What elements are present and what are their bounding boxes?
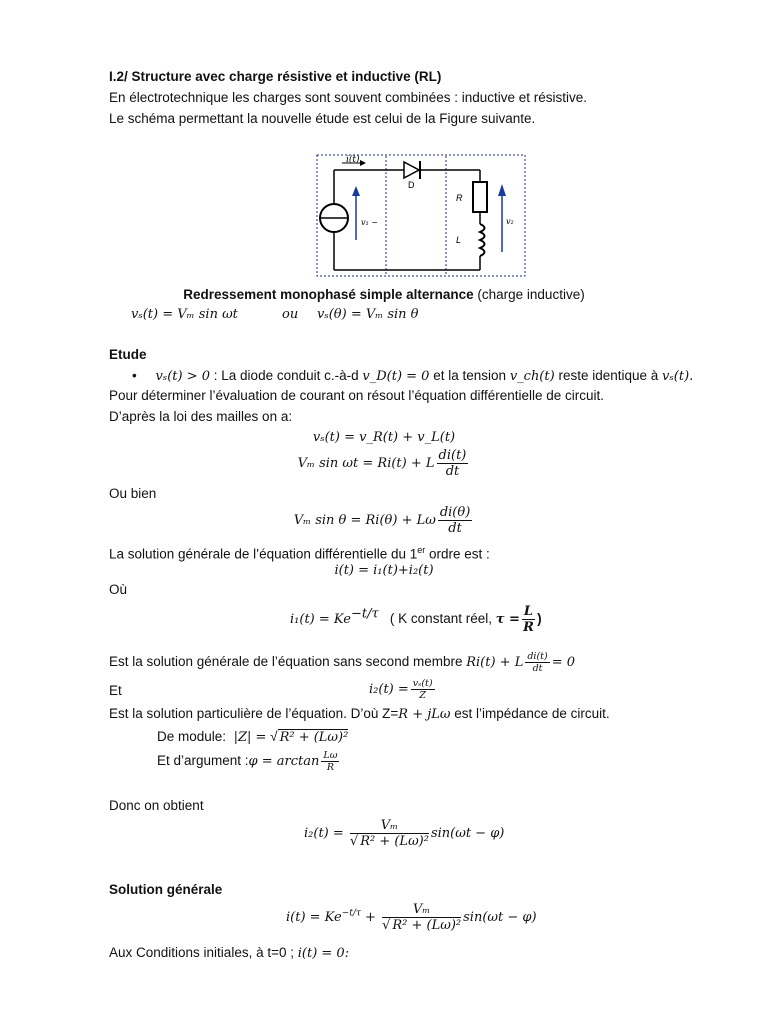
et-label: Et	[109, 683, 122, 698]
donc-label: Donc on obtient	[109, 798, 204, 813]
etude-title: Etude	[109, 347, 147, 362]
resistor-icon	[473, 182, 487, 212]
argument-line: Et d’argument :φ = arctan $\frac{L\omega}{R}$	[157, 750, 338, 773]
ou-label: Où	[109, 582, 128, 597]
source-equation-2: vₛ(θ) = Vₘ sin θ	[317, 307, 419, 322]
svg-text:i(t): i(t)	[346, 155, 360, 165]
svg-text:R: R	[456, 193, 463, 203]
ou-bien-label: Ou bien	[109, 486, 157, 501]
svg-text:D: D	[408, 180, 415, 190]
section-heading: I.2/ Structure avec charge résistive et inductive (RL)	[109, 69, 442, 84]
intro-line-1: En électrotechnique les charges sont souvent combinées : inductive et résistive.	[109, 90, 588, 105]
source-equation-or: ou	[282, 307, 299, 322]
paragraph-1: Pour déterminer l’évaluation de courant on résout l’équation différentielle de circuit.	[109, 388, 605, 403]
solution-text: La solution générale de l’équation différentielle du 1er ordre est :	[109, 545, 490, 562]
sum-equation: i(t) = i₁(t)+i₂(t)	[334, 563, 434, 578]
initial-conditions: Aux Conditions initiales, à t=0 ; i(t) = 0:	[109, 945, 350, 961]
diff-equation: Vₘ sin ωt = Ri(t) + L $\frac{di(t)}{dt}$	[297, 448, 467, 479]
bullet-item: • vₛ(t) > 0 : La diode conduit c.-à-d v_D(t) = 0 et la tension v_ch(t) reste identique à vₛ(t).	[132, 368, 694, 384]
svg-text:v₂: v₂	[506, 217, 514, 226]
svg-text:v₁ ~: v₁ ~	[361, 218, 378, 227]
mesh-equation: vₛ(t) = v_R(t) + v_L(t)	[312, 430, 456, 445]
source-equation-1: vₛ(t) = Vₘ sin ωt	[131, 307, 238, 322]
svg-text:L: L	[456, 235, 462, 245]
intro-line-2: Le schéma permettant la nouvelle étude est celui de la Figure suivante.	[109, 111, 536, 126]
module-line: De module: |Z| = √ R² + (Lω)²	[157, 729, 349, 745]
homogeneous-text: Est la solution générale de l’équation sans second membre Ri(t) + L $\frac{di(t)}{dt}$ = 0	[109, 651, 575, 674]
figure-caption: Redressement monophasé simple alternance (charge inductive)	[183, 287, 585, 302]
inductor-icon	[480, 224, 485, 256]
i2-equation: i₂(t) = $\frac{\text{vₛ(t)}}{Z}$	[369, 678, 433, 701]
particular-text: Est la solution particulière de l’équation. D’où Z=R + jLω est l’impédance de circuit.	[109, 706, 610, 722]
i2-full-equation: i₂(t) = $\frac{\text{Vₘ}}{\text{√ R² + (Lω)²}}$ sin(ωt − φ)	[304, 818, 505, 849]
general-solution-equation: $i(t) = Ke^{-t/\tau}$ + $\frac{\text{Vₘ}}{\text{√ R² + (Lω)²}}$ sin(ωt − φ)	[286, 902, 537, 933]
paragraph-2: D’après la loi des mailles on a:	[109, 409, 293, 424]
diode-icon	[404, 162, 419, 178]
circuit-figure	[316, 154, 528, 278]
i1-equation: $i_1(t) = Ke^{-t/\tau}$ ( K constant réel, τ = $\frac{L}{R}$ )	[290, 604, 542, 635]
theta-equation: Vₘ sin θ = Ri(θ) + Lω $\frac{di(\theta)}{dt}$	[293, 505, 471, 536]
general-solution-title: Solution générale	[109, 882, 223, 897]
